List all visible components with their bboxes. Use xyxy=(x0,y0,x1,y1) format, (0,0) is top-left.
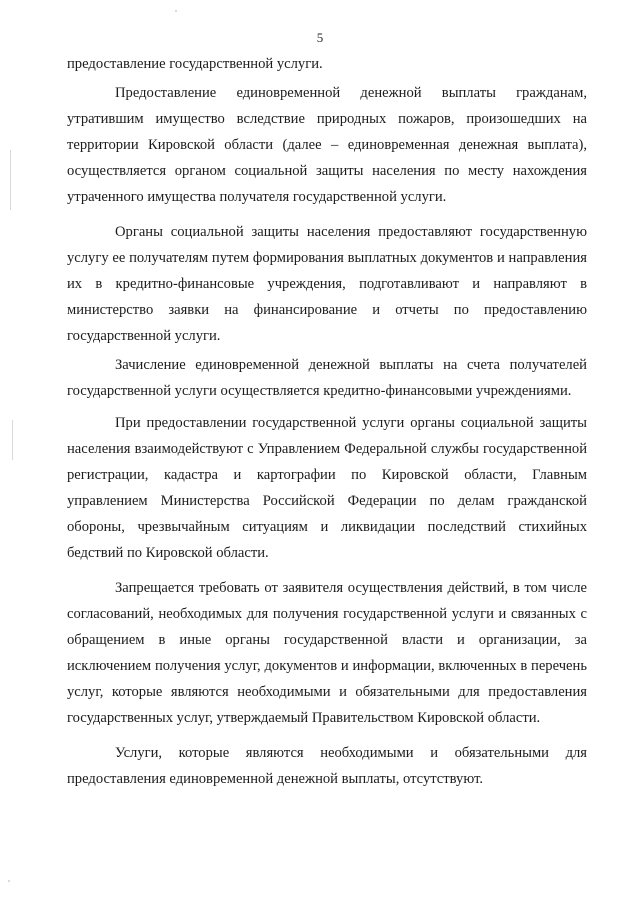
scan-artifact xyxy=(10,150,11,210)
paragraph-continuation: предоставление государственной услуги. xyxy=(67,56,323,72)
paragraph-social-protection-bodies: Органы социальной защиты населения предоставляют государственную услугу ее получателям путем формирования выплатных документов и направления их в кредитно-финансовые учреждения, подготавливают и направляют в министерство заявки на финансирование и отчеты по предоставлению государственной услуги. xyxy=(67,224,587,344)
scan-artifact xyxy=(8,880,10,882)
scan-artifact xyxy=(175,10,177,12)
paragraph-interagency-interaction: При предоставлении государственной услуги органы социальной защиты населения взаимодействуют с Управлением Федеральной службы государственной регистрации, кадастра и картографии по Кировской области, Главным управлением Министерства Российской Федерации по делам гражданской обороны, чрезвычайным ситуациям и ликвидации последствий стихийных бедствий по Кировской области. xyxy=(67,415,587,561)
paragraph-crediting-of-payment: Зачисление единовременной денежной выплаты на счета получателей государственной услуги осуществляется кредитно-финансовыми учреждениями. xyxy=(67,357,587,399)
document-body xyxy=(67,51,587,792)
page-number: 5 xyxy=(316,30,324,45)
paragraph-prohibition: Запрещается требовать от заявителя осуществления действий, в том числе согласований, необходимых для получения государственной услуги и связанных с обращением в иные органы государственной власти и организации, за исключением получения услуг, документов и информации, включенных в перечень услуг, которые являются необходимыми и обязательными для предоставления государственных услуг, утверждаемый Правительством Кировской области. xyxy=(67,580,587,726)
scan-artifact xyxy=(12,420,13,460)
paragraph-required-services: Услуги, которые являются необходимыми и обязательными для предоставления единовременной денежной выплаты, отсутствуют. xyxy=(67,745,587,787)
paragraph-single-payment-provider: Предоставление единовременной денежной выплаты гражданам, утратившим имущество вследствие природных пожаров, произошедших на территории Кировской области (далее – единовременная денежная выплата), осуществляется органом социальной защиты населения по месту нахождения утраченного имущества получателя государственной услуги. xyxy=(67,85,587,205)
